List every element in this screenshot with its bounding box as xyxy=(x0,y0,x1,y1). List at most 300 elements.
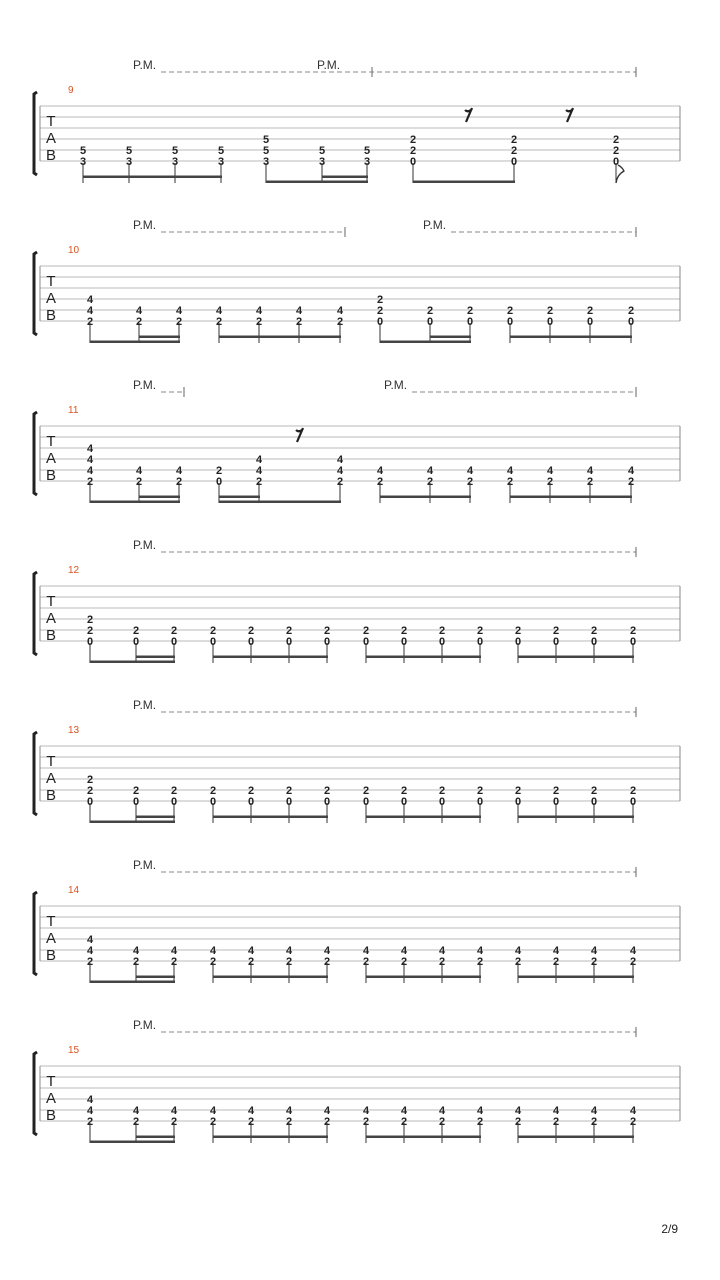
fret-number: 2 xyxy=(362,1116,370,1128)
fret-number: 3 xyxy=(318,156,326,168)
tab-clef-letter: A xyxy=(45,930,57,947)
fret-number: 0 xyxy=(323,796,331,808)
fret-number: 2 xyxy=(247,785,255,797)
fret-number: 2 xyxy=(132,1116,140,1128)
fret-number: 4 xyxy=(552,1105,560,1117)
rest-symbol xyxy=(566,108,573,122)
fret-number: 4 xyxy=(86,934,94,946)
fret-number: 4 xyxy=(86,945,94,957)
beam xyxy=(380,341,471,344)
fret-number: 2 xyxy=(376,305,384,317)
fret-number: 2 xyxy=(295,316,303,328)
fret-number: 4 xyxy=(175,305,183,317)
beam xyxy=(366,1136,481,1139)
system-bracket xyxy=(34,572,37,655)
fret-number: 2 xyxy=(612,134,620,146)
fret-number: 0 xyxy=(170,796,178,808)
fret-number: 2 xyxy=(466,305,474,317)
fret-number: 0 xyxy=(586,316,594,328)
fret-number: 3 xyxy=(79,156,87,168)
rest-symbol xyxy=(296,428,303,442)
rest-symbol xyxy=(465,108,472,122)
system-bracket xyxy=(34,92,37,175)
fret-number: 0 xyxy=(476,636,484,648)
fret-number: 2 xyxy=(135,316,143,328)
fret-number: 0 xyxy=(215,476,223,488)
beam xyxy=(219,496,260,499)
tab-clef-letter: A xyxy=(45,290,57,307)
beam xyxy=(213,1136,328,1139)
fret-number: 2 xyxy=(86,614,94,626)
fret-number: 4 xyxy=(376,465,384,477)
beam xyxy=(266,181,368,184)
tab-clef-letter: A xyxy=(45,770,57,787)
fret-number: 0 xyxy=(376,316,384,328)
fret-number: 2 xyxy=(376,476,384,488)
page-number: 2/9 xyxy=(661,1222,678,1236)
fret-number: 2 xyxy=(170,1116,178,1128)
measure-number: 9 xyxy=(68,85,74,96)
fret-number: 2 xyxy=(510,134,518,146)
fret-number: 5 xyxy=(171,145,179,157)
fret-number: 4 xyxy=(627,465,635,477)
fret-number: 4 xyxy=(86,1094,94,1106)
beam xyxy=(518,1136,634,1139)
fret-number: 4 xyxy=(438,1105,446,1117)
tab-clef-letter: B xyxy=(45,787,57,804)
tab-clef-letter: B xyxy=(45,947,57,964)
fret-number: 2 xyxy=(590,785,598,797)
fret-number: 2 xyxy=(86,476,94,488)
fret-number: 4 xyxy=(506,465,514,477)
fret-number: 4 xyxy=(86,443,94,455)
fret-number: 0 xyxy=(612,156,620,168)
tab-clef-letter: T xyxy=(46,113,56,130)
beam xyxy=(136,656,175,659)
fret-number: 0 xyxy=(552,636,560,648)
fret-number: 4 xyxy=(362,1105,370,1117)
tab-system xyxy=(34,378,680,503)
fret-number: 2 xyxy=(86,1116,94,1128)
fret-number: 2 xyxy=(476,1116,484,1128)
fret-number: 2 xyxy=(438,785,446,797)
palm-mute-label: P.M. xyxy=(384,378,408,392)
fret-number: 2 xyxy=(514,956,522,968)
fret-number: 2 xyxy=(612,145,620,157)
fret-number: 2 xyxy=(86,785,94,797)
fret-number: 2 xyxy=(627,476,635,488)
tab-clef-letter: T xyxy=(46,753,56,770)
palm-mute-label: P.M. xyxy=(133,218,157,232)
fret-number: 2 xyxy=(255,476,263,488)
fret-number: 3 xyxy=(363,156,371,168)
fret-number: 4 xyxy=(209,1105,217,1117)
fret-number: 2 xyxy=(438,956,446,968)
fret-number: 2 xyxy=(506,305,514,317)
tab-clef-letter: B xyxy=(45,307,57,324)
fret-number: 3 xyxy=(262,156,270,168)
fret-number: 2 xyxy=(409,134,417,146)
fret-number: 2 xyxy=(323,1116,331,1128)
fret-number: 4 xyxy=(170,945,178,957)
beam xyxy=(366,976,481,979)
fret-number: 4 xyxy=(362,945,370,957)
fret-number: 4 xyxy=(86,454,94,466)
beam xyxy=(90,341,180,344)
palm-mute-label: P.M. xyxy=(133,1018,157,1032)
fret-number: 2 xyxy=(86,316,94,328)
fret-number: 2 xyxy=(400,1116,408,1128)
fret-number: 0 xyxy=(627,316,635,328)
fret-number: 4 xyxy=(586,465,594,477)
fret-number: 2 xyxy=(175,316,183,328)
fret-number: 2 xyxy=(510,145,518,157)
fret-number: 0 xyxy=(466,316,474,328)
fret-number: 4 xyxy=(86,1105,94,1117)
fret-number: 2 xyxy=(629,785,637,797)
fret-number: 2 xyxy=(552,956,560,968)
fret-number: 2 xyxy=(629,956,637,968)
fret-number: 2 xyxy=(466,476,474,488)
beam xyxy=(510,336,632,339)
fret-number: 2 xyxy=(552,1116,560,1128)
fret-number: 2 xyxy=(400,956,408,968)
fret-number: 4 xyxy=(466,465,474,477)
fret-number: 2 xyxy=(135,476,143,488)
fret-number: 2 xyxy=(215,465,223,477)
fret-number: 4 xyxy=(86,305,94,317)
fret-number: 2 xyxy=(438,625,446,637)
tab-clef-letter: B xyxy=(45,467,57,484)
fret-number: 2 xyxy=(552,785,560,797)
fret-number: 4 xyxy=(135,465,143,477)
system-bracket xyxy=(34,1052,37,1135)
fret-number: 5 xyxy=(318,145,326,157)
beam xyxy=(213,976,328,979)
fret-number: 4 xyxy=(629,945,637,957)
fret-number: 4 xyxy=(336,305,344,317)
tab-clef-letter: T xyxy=(46,273,56,290)
fret-number: 2 xyxy=(86,625,94,637)
fret-number: 2 xyxy=(627,305,635,317)
tab-clef-letter: B xyxy=(45,1107,57,1124)
beam xyxy=(136,976,175,979)
fret-number: 2 xyxy=(170,625,178,637)
fret-number: 2 xyxy=(170,956,178,968)
fret-number: 2 xyxy=(514,625,522,637)
fret-number: 3 xyxy=(217,156,225,168)
tab-system xyxy=(34,858,680,983)
fret-number: 4 xyxy=(170,1105,178,1117)
fret-number: 4 xyxy=(514,945,522,957)
fret-number: 2 xyxy=(209,1116,217,1128)
fret-number: 4 xyxy=(295,305,303,317)
fret-number: 2 xyxy=(546,476,554,488)
fret-number: 4 xyxy=(590,1105,598,1117)
palm-mute-label: P.M. xyxy=(133,58,157,72)
measure-number: 10 xyxy=(68,245,80,256)
fret-number: 4 xyxy=(400,1105,408,1117)
palm-mute-label: P.M. xyxy=(133,538,157,552)
fret-number: 0 xyxy=(323,636,331,648)
fret-number: 4 xyxy=(209,945,217,957)
fret-number: 4 xyxy=(336,465,344,477)
tab-clef-letter: A xyxy=(45,450,57,467)
beam xyxy=(213,656,328,659)
system-bracket xyxy=(34,252,37,335)
system-bracket xyxy=(34,412,37,495)
fret-number: 4 xyxy=(175,465,183,477)
beam xyxy=(136,816,175,819)
fret-number: 2 xyxy=(506,476,514,488)
fret-number: 0 xyxy=(247,796,255,808)
fret-number: 0 xyxy=(285,796,293,808)
fret-number: 0 xyxy=(86,796,94,808)
beam xyxy=(366,816,481,819)
fret-number: 2 xyxy=(285,1116,293,1128)
fret-number: 0 xyxy=(362,636,370,648)
fret-number: 5 xyxy=(79,145,87,157)
fret-number: 2 xyxy=(170,785,178,797)
fret-number: 2 xyxy=(400,785,408,797)
fret-number: 2 xyxy=(336,476,344,488)
fret-number: 4 xyxy=(629,1105,637,1117)
beam xyxy=(380,496,471,499)
fret-number: 2 xyxy=(476,956,484,968)
tab-clef-letter: T xyxy=(46,433,56,450)
fret-number: 4 xyxy=(135,305,143,317)
tab-system xyxy=(34,538,680,663)
fret-number: 2 xyxy=(426,305,434,317)
beam xyxy=(139,496,180,499)
fret-number: 0 xyxy=(514,796,522,808)
fret-number: 5 xyxy=(363,145,371,157)
beam xyxy=(90,821,175,824)
fret-number: 2 xyxy=(546,305,554,317)
fret-number: 2 xyxy=(323,956,331,968)
tab-clef-letter: A xyxy=(45,130,57,147)
beam xyxy=(518,816,634,819)
fret-number: 4 xyxy=(546,465,554,477)
fret-number: 4 xyxy=(426,465,434,477)
fret-number: 2 xyxy=(590,1116,598,1128)
fret-number: 0 xyxy=(426,316,434,328)
fret-number: 2 xyxy=(247,625,255,637)
fret-number: 4 xyxy=(255,465,263,477)
fret-number: 2 xyxy=(86,774,94,786)
fret-number: 4 xyxy=(132,1105,140,1117)
beam xyxy=(219,501,341,504)
tab-clef-letter: B xyxy=(45,627,57,644)
fret-number: 4 xyxy=(285,1105,293,1117)
fret-number: 0 xyxy=(86,636,94,648)
beam xyxy=(90,661,175,664)
fret-number: 2 xyxy=(285,956,293,968)
fret-number: 0 xyxy=(400,796,408,808)
fret-number: 2 xyxy=(514,785,522,797)
fret-number: 4 xyxy=(476,945,484,957)
fret-number: 5 xyxy=(125,145,133,157)
fret-number: 2 xyxy=(323,625,331,637)
fret-number: 4 xyxy=(438,945,446,957)
beam xyxy=(430,336,471,339)
fret-number: 0 xyxy=(590,636,598,648)
fret-number: 0 xyxy=(438,796,446,808)
fret-number: 4 xyxy=(86,294,94,306)
tab-system xyxy=(34,1018,680,1143)
fret-number: 2 xyxy=(476,785,484,797)
fret-number: 2 xyxy=(132,625,140,637)
fret-number: 4 xyxy=(400,945,408,957)
beam xyxy=(90,501,180,504)
fret-number: 5 xyxy=(217,145,225,157)
fret-number: 4 xyxy=(215,305,223,317)
palm-mute-label: P.M. xyxy=(133,378,157,392)
fret-number: 4 xyxy=(336,454,344,466)
beam xyxy=(518,976,634,979)
fret-number: 4 xyxy=(323,945,331,957)
measure-number: 14 xyxy=(68,885,80,896)
fret-number: 2 xyxy=(132,956,140,968)
fret-number: 3 xyxy=(125,156,133,168)
fret-number: 0 xyxy=(546,316,554,328)
fret-number: 2 xyxy=(400,625,408,637)
beam xyxy=(213,816,328,819)
tab-clef-letter: T xyxy=(46,593,56,610)
fret-number: 3 xyxy=(171,156,179,168)
fret-number: 0 xyxy=(510,156,518,168)
fret-number: 2 xyxy=(247,1116,255,1128)
fret-number: 0 xyxy=(506,316,514,328)
fret-number: 4 xyxy=(590,945,598,957)
fret-number: 0 xyxy=(362,796,370,808)
fret-number: 2 xyxy=(552,625,560,637)
fret-number: 2 xyxy=(209,956,217,968)
fret-number: 4 xyxy=(552,945,560,957)
palm-mute-label: P.M. xyxy=(317,58,341,72)
fret-number: 4 xyxy=(514,1105,522,1117)
fret-number: 0 xyxy=(590,796,598,808)
tab-clef-letter: T xyxy=(46,1073,56,1090)
fret-number: 2 xyxy=(285,625,293,637)
measure-number: 13 xyxy=(68,725,80,736)
fret-number: 2 xyxy=(132,785,140,797)
fret-number: 2 xyxy=(590,956,598,968)
beam xyxy=(219,336,341,339)
fret-number: 4 xyxy=(285,945,293,957)
fret-number: 0 xyxy=(409,156,417,168)
system-bracket xyxy=(34,892,37,975)
fret-number: 2 xyxy=(586,305,594,317)
beam xyxy=(90,1141,175,1144)
fret-number: 2 xyxy=(514,1116,522,1128)
fret-number: 0 xyxy=(629,796,637,808)
fret-number: 2 xyxy=(362,956,370,968)
palm-mute-label: P.M. xyxy=(133,698,157,712)
fret-number: 0 xyxy=(552,796,560,808)
beam xyxy=(322,176,368,179)
fret-number: 2 xyxy=(629,1116,637,1128)
fret-number: 0 xyxy=(629,636,637,648)
tab-clef-letter: A xyxy=(45,610,57,627)
fret-number: 0 xyxy=(209,636,217,648)
fret-number: 0 xyxy=(132,636,140,648)
measure-number: 11 xyxy=(68,405,79,416)
fret-number: 0 xyxy=(285,636,293,648)
beam xyxy=(366,656,481,659)
tab-clef-letter: B xyxy=(45,147,57,164)
fret-number: 4 xyxy=(476,1105,484,1117)
fret-number: 4 xyxy=(132,945,140,957)
fret-number: 0 xyxy=(400,636,408,648)
fret-number: 2 xyxy=(426,476,434,488)
fret-number: 2 xyxy=(336,316,344,328)
system-bracket xyxy=(34,732,37,815)
fret-number: 0 xyxy=(209,796,217,808)
fret-number: 4 xyxy=(255,454,263,466)
fret-number: 5 xyxy=(262,134,270,146)
fret-number: 2 xyxy=(590,625,598,637)
tab-system xyxy=(34,58,680,183)
measure-number: 15 xyxy=(68,1045,80,1056)
fret-number: 4 xyxy=(247,945,255,957)
fret-number: 4 xyxy=(323,1105,331,1117)
fret-number: 2 xyxy=(362,785,370,797)
fret-number: 0 xyxy=(514,636,522,648)
fret-number: 2 xyxy=(629,625,637,637)
fret-number: 0 xyxy=(438,636,446,648)
fret-number: 2 xyxy=(323,785,331,797)
fret-number: 2 xyxy=(285,785,293,797)
fret-number: 2 xyxy=(476,625,484,637)
beam xyxy=(413,181,515,184)
beam xyxy=(139,336,180,339)
palm-mute-label: P.M. xyxy=(133,858,157,872)
tab-clef-letter: A xyxy=(45,1090,57,1107)
fret-number: 2 xyxy=(409,145,417,157)
beam xyxy=(83,176,222,179)
fret-number: 2 xyxy=(376,294,384,306)
tab-system xyxy=(34,218,680,343)
fret-number: 2 xyxy=(247,956,255,968)
fret-number: 0 xyxy=(247,636,255,648)
fret-number: 0 xyxy=(476,796,484,808)
beam xyxy=(518,656,634,659)
measure-number: 12 xyxy=(68,565,80,576)
fret-number: 2 xyxy=(586,476,594,488)
fret-number: 0 xyxy=(170,636,178,648)
tab-system xyxy=(34,698,680,823)
fret-number: 0 xyxy=(132,796,140,808)
fret-number: 2 xyxy=(209,625,217,637)
beam xyxy=(90,981,175,984)
beam xyxy=(136,1136,175,1139)
fret-number: 2 xyxy=(86,956,94,968)
fret-number: 2 xyxy=(362,625,370,637)
fret-number: 4 xyxy=(255,305,263,317)
fret-number: 2 xyxy=(255,316,263,328)
fret-number: 4 xyxy=(86,465,94,477)
fret-number: 2 xyxy=(209,785,217,797)
beam xyxy=(510,496,632,499)
fret-number: 2 xyxy=(438,1116,446,1128)
palm-mute-label: P.M. xyxy=(423,218,447,232)
fret-number: 2 xyxy=(215,316,223,328)
tab-clef-letter: T xyxy=(46,913,56,930)
fret-number: 5 xyxy=(262,145,270,157)
fret-number: 2 xyxy=(175,476,183,488)
fret-number: 4 xyxy=(247,1105,255,1117)
